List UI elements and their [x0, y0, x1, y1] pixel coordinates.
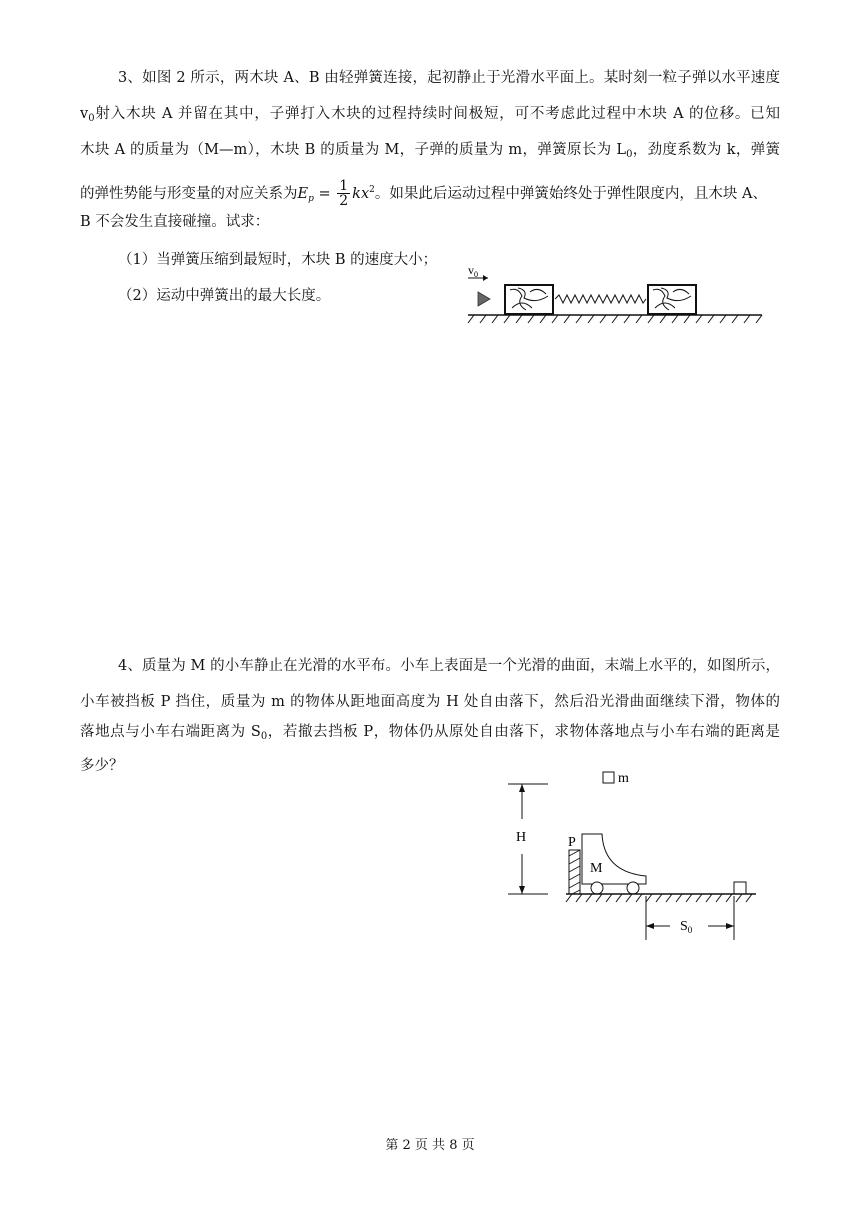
formula-power: 2 [369, 185, 375, 195]
q4-line-2: 小车被挡板 P 挡住，质量为 m 的物体从距地面高度为 H 处自由落下，然后沿光滑曲面继续下滑，物体的 [80, 694, 780, 710]
fraction-numerator: 1 [339, 178, 349, 195]
l0-subscript: 0 [626, 149, 633, 160]
fig-s0-label: $S_0$ [680, 919, 693, 935]
q4-line-3-text-a: 落地点与小车右端距离为 S [80, 724, 261, 740]
cart-curve-figure [500, 764, 770, 948]
height-arrowhead-up [519, 784, 525, 792]
ground-hatching-2 [566, 894, 752, 902]
fig-cart-m-label: M [590, 861, 603, 876]
spring-icon [555, 295, 646, 303]
formula-equals: = [313, 185, 336, 202]
v0-symbol: v [80, 106, 89, 122]
fig-h-label: H [516, 830, 527, 845]
fig-p-label: P [568, 835, 576, 850]
q3-subquestion-1: （1）当弹簧压缩到最短时，木块 B 的速度大小； [118, 252, 438, 268]
q3-line-2 [80, 104, 780, 129]
cart-body [582, 834, 646, 884]
q4-line-3-text-b: ，若撤去挡板 P，物体仍从原处自由落下，求物体落地点与小车右端的距离是 [267, 724, 780, 740]
fig-v0-label: $v_0$ [468, 263, 478, 279]
q3-line-2-text: 射入木块 A 并留在其中，子弹打入木块的过程持续时间极短，可不考虑此过程中木块 A 的位移。已知 [94, 106, 780, 122]
q3-line-5: B 不会发生直接碰撞。试求： [80, 214, 270, 230]
q4-line-3 [80, 722, 780, 747]
landing-object [734, 882, 746, 894]
q3-line-4 [80, 175, 780, 210]
s0-subscript: 0 [260, 731, 268, 742]
q3-subquestion-2: （2）运动中弹簧出的最大长度。 [118, 288, 331, 304]
bullet-icon [478, 292, 490, 306]
spring-blocks-figure [460, 258, 770, 330]
q3-line-3 [80, 140, 780, 165]
q3-line-3-text-a: 木块 A 的质量为（M—m），木块 B 的质量为 M，子弹的质量为 m，弹簧原长为 L [80, 142, 627, 158]
ground-hatching [468, 315, 762, 323]
s0-arrowhead-left [646, 923, 654, 929]
page-footer: 第 2 页 共 8 页 [385, 1138, 475, 1153]
q3-line-3-text-b: ，劲度系数为 k，弹簧 [632, 142, 780, 158]
height-arrowhead-down [519, 886, 525, 894]
formula-fraction [337, 179, 350, 208]
formula-e: E [297, 185, 309, 202]
formula-p-subscript: p [308, 193, 314, 204]
v0-subscript: 0 [88, 113, 95, 124]
cart-wheel-right [627, 882, 639, 894]
s0-arrowhead-right [726, 923, 734, 929]
velocity-arrowhead [483, 275, 488, 281]
q3-line-1: 3、如图 2 所示，两木块 A、B 由轻弹簧连接，起初静止于光滑水平面上。某时刻一粒子弹以水平速度 [118, 70, 780, 86]
object-m-box [603, 772, 614, 783]
fig-m-label: m [618, 771, 629, 786]
q4-line-1: 4、质量为 M 的小车静止在光滑的水平布。小车上表面是一个光滑的曲面，末端上水平的，如图所示， [118, 658, 780, 674]
cart-wheel-left [591, 882, 603, 894]
q3-line-4-text-a: 的弹性势能与形变量的对应关系为 [80, 185, 298, 202]
q4-line-4: 多少？ [80, 758, 124, 774]
formula-kx: kx [352, 185, 370, 202]
fraction-denominator: 2 [339, 193, 349, 210]
q3-line-4-text-b: 。如果此后运动过程中弹簧始终处于弹性限度内，且木块 A、 [374, 185, 767, 202]
